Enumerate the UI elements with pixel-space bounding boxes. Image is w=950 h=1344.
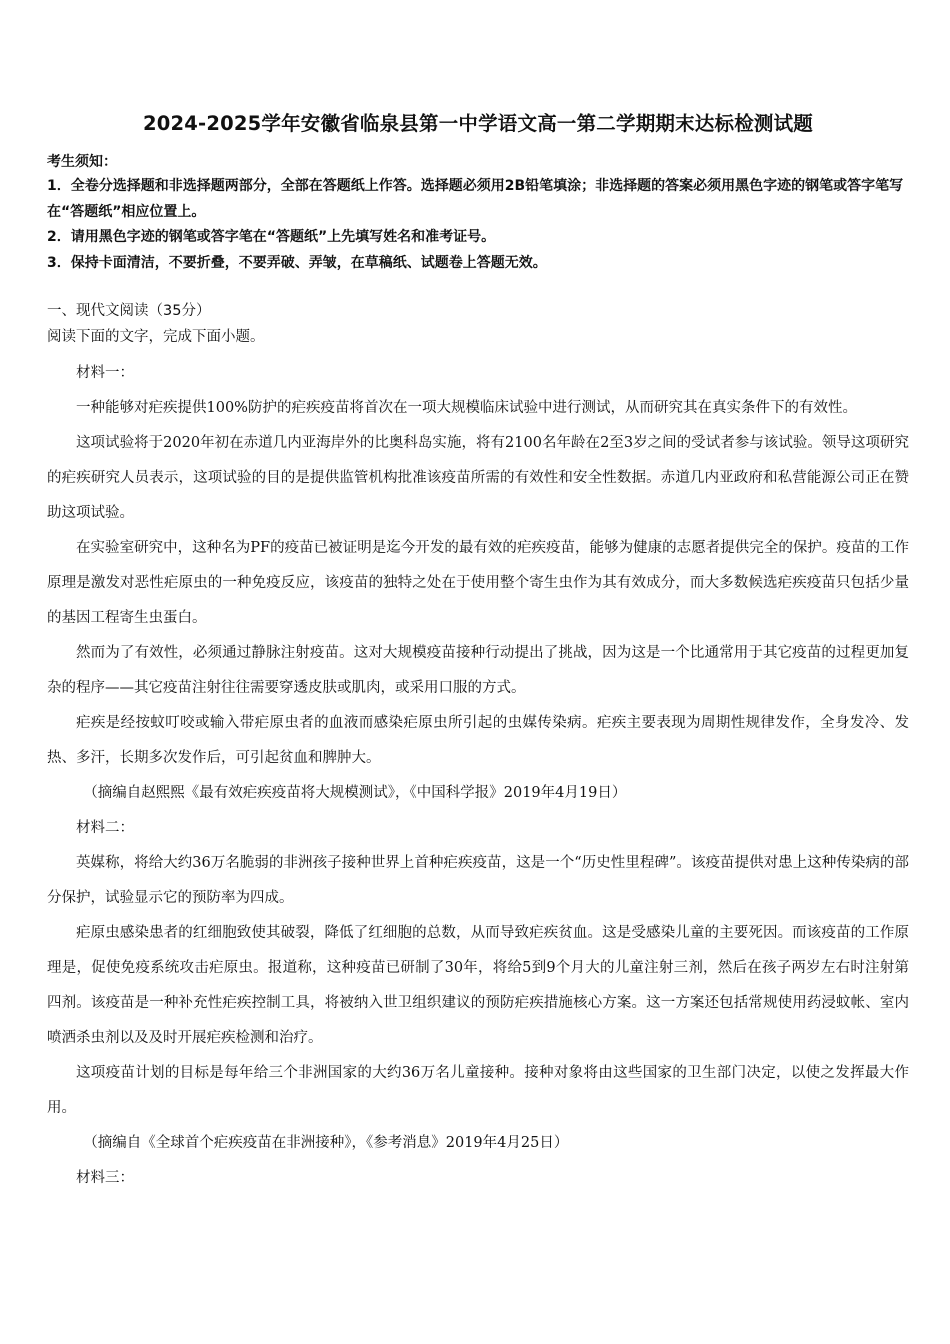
notice-item: 2．请用黑色字迹的钢笔或答字笔在“答题纸”上先填写姓名和准考证号。 (47, 229, 496, 245)
paragraph: 这项试验将于2020年初在赤道几内亚海岸外的比奥科岛实施，将有2100名年龄在2至3岁之间的受试者参与该试验。领导这项研究的疟疾研究人员表示，这项试验的目的是提供监管机构批准该疫苗所需的有效性和安全性数据。赤道几内亚政府和私营能源公司正在赞助这项试验。 (47, 435, 909, 521)
paragraph: 在实验室研究中，这种名为PF的疫苗已被证明是迄今开发的最有效的疟疾疫苗，能够为健康的志愿者提供完全的保护。疫苗的工作原理是激发对恶性疟原虫的一种免疫反应，该疫苗的独特之处在于使用整个寄生虫作为其有效成分，而大多数候选疟疾疫苗只包括少量的基因工程寄生虫蛋白。 (47, 540, 909, 626)
notice-item: 1．全卷分选择题和非选择题两部分，全部在答题纸上作答。选择题必须用2B铅笔填涂；非选择题的答案必须用黑色字迹的钢笔或答字笔写在“答题纸”相应位置上。 (47, 178, 904, 220)
reading-passage (47, 356, 909, 1196)
notice-list (47, 174, 909, 276)
notice-item: 3．保持卡面清洁，不要折叠，不要弄破、弄皱，在草稿纸、试题卷上答题无效。 (47, 254, 547, 271)
paragraph: 疟疾是经按蚊叮咬或输入带疟原虫者的血液而感染疟原虫所引起的虫媒传染病。疟疾主要表现为周期性规律发作，全身发冷、发热、多汗，长期多次发作后，可引起贫血和脾肿大。 (47, 715, 909, 766)
material-label: 材料二： (76, 820, 134, 836)
source-citation: （摘编自《全球首个疟疾疫苗在非洲接种》，《参考消息》2019年4月25日） (83, 1135, 569, 1151)
exam-page (47, 108, 909, 1196)
material-label: 材料一： (76, 365, 134, 381)
notice-heading: 考生须知： (47, 154, 117, 170)
material-label: 材料三： (76, 1170, 134, 1186)
paragraph: 然而为了有效性，必须通过静脉注射疫苗。这对大规模疫苗接种行动提出了挑战，因为这是一个比通常用于其它疫苗的过程更加复杂的程序——其它疫苗注射往往需要穿透皮肤或肌肉，或采用口服的方式。 (47, 645, 909, 696)
section-intro: 阅读下面的文字，完成下面小题。 (47, 329, 265, 345)
exam-title: 2024-2025学年安徽省临泉县第一中学语文高一第二学期期末达标检测试题 (142, 112, 814, 135)
source-citation: （摘编自赵熙熙《最有效疟疾疫苗将大规模测试》，《中国科学报》2019年4月19日） (83, 785, 627, 801)
paragraph: 疟原虫感染患者的红细胞致使其破裂，降低了红细胞的总数，从而导致疟疾贫血。这是受感染儿童的主要死因。而该疫苗的工作原理是，促使免疫系统攻击疟原虫。报道称，这种疫苗已研制了30年，将给5到9个月大的儿童注射三剂，然后在孩子两岁左右时注射第四剂。该疫苗是一种补充性疟疾控制工具，将被纳入世卫组织建议的预防疟疾措施核心方案。这一方案还包括常规使用药浸蚊帐、室内喷洒杀虫剂以及及时开展疟疾检测和治疗。 (47, 925, 909, 1046)
section-heading: 一、现代文阅读（35分） (47, 303, 211, 319)
paragraph: 英媒称，将给大约36万名脆弱的非洲孩子接种世界上首种疟疾疫苗，这是一个“历史性里程碑”。该疫苗提供对患上这种传染病的部分保护，试验显示它的预防率为四成。 (47, 855, 909, 906)
paragraph: 这项疫苗计划的目标是每年给三个非洲国家的大约36万名儿童接种。接种对象将由这些国家的卫生部门决定，以使之发挥最大作用。 (47, 1065, 909, 1116)
paragraph: 一种能够对疟疾提供100%防护的疟疾疫苗将首次在一项大规模临床试验中进行测试，从而研究其在真实条件下的有效性。 (76, 400, 857, 416)
